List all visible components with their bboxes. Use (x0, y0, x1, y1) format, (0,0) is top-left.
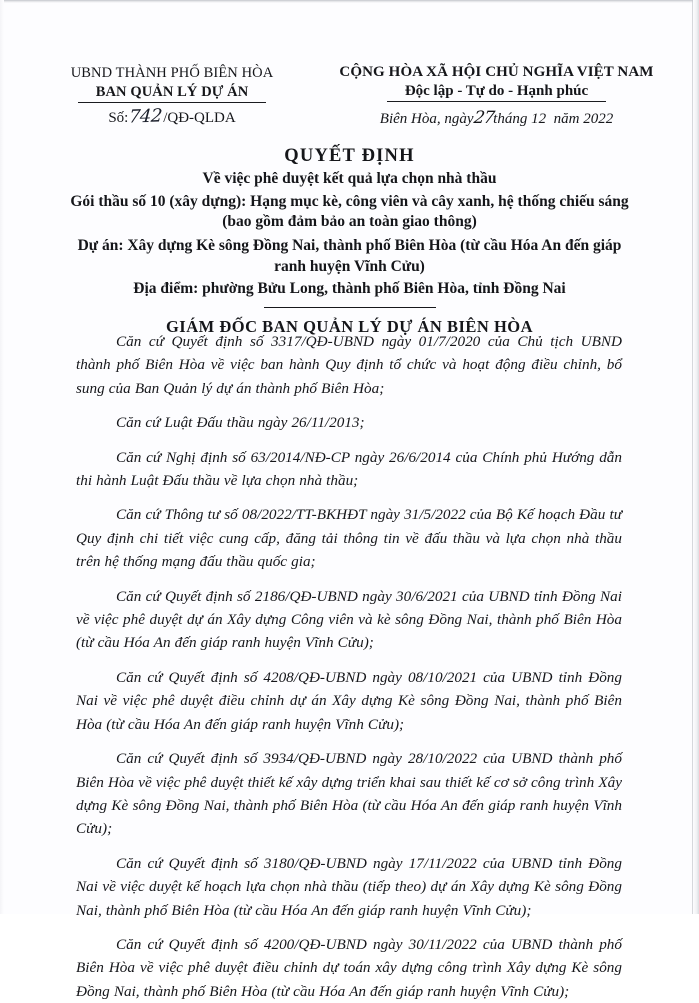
document-header (0, 64, 699, 128)
header-national-heading (330, 64, 699, 128)
decision-title: QUYẾT ĐỊNH (284, 146, 415, 166)
legal-basis-paragraph: Căn cứ Quyết định số 2186/QĐ-UBND ngày 30/6/2021 của UBND tỉnh Đồng Nai về việc phê duyệt dự án Xây dựng Công viên và kè sông Đồng Nai, thành phố Biên Hòa (từ cầu Hóa An đến giáp ranh huyện Vĩnh Cửu); (76, 587, 622, 652)
decision-subject: Về việc phê duyệt kết quả lựa chọn nhà thầu (202, 170, 497, 188)
parent-organization-name: UBND THÀNH PHỐ BIÊN HÒA (70, 65, 274, 81)
document-number (14, 106, 330, 127)
year-label: năm (553, 111, 580, 127)
year-value: 2022 (583, 111, 614, 127)
national-name: CỘNG HÒA XÃ HỘI CHỦ NGHĨA VIỆT NAM (339, 64, 654, 80)
document-number-handwritten: 742 (128, 105, 163, 128)
legal-basis-paragraph: Căn cứ Quyết định số 3934/QĐ-UBND ngày 28/10/2022 của UBND thành phố Biên Hòa về việc phê duyệt thiết kế xây dựng triển khai sau thiết kế cơ sở công trình Xây dựng Kè sông Đồng Nai, thành phố Biên Hòa (từ cầu Hóa An đến giáp ranh huyện Vĩnh Cửu); (76, 750, 622, 838)
month-label: tháng (493, 111, 528, 127)
scan-edge-right-line (692, 0, 693, 914)
scan-edge-left (0, 0, 4, 914)
scan-edge-top (0, 0, 699, 3)
legal-basis-paragraph: Căn cứ Quyết định số 3317/QĐ-UBND ngày 01/7/2020 của Chủ tịch UBND thành phố Biên Hòa về việc ban hành Quy định tổ chức và hoạt động điều chỉnh, bổ sung của Ban Quản lý dự án thành phố Biên Hòa; (76, 333, 622, 397)
place-prefix: Biên Hòa, ngày (379, 111, 474, 127)
document-number-prefix: Số: (108, 110, 129, 127)
legal-basis-paragraph: Căn cứ Quyết định số 3180/QĐ-UBND ngày 17/11/2022 của UBND tỉnh Đồng Nai về việc duyệt kế hoạch lựa chọn nhà thầu (tiếp theo) dự án Xây dựng Kè sông Đồng Nai, thành phố Biên Hòa (từ cầu Hóa An đến giáp ranh huyện Vĩnh Cửu); (76, 854, 622, 919)
legal-basis-paragraph: Căn cứ Quyết định số 4200/QĐ-UBND ngày 30/11/2022 của UBND thành phố Biên Hòa về việc phê duyệt điều chỉnh dự toán xây dựng công trình Xây dựng Kè sông Đồng Nai, thành phố Biên Hòa (từ cầu Hóa An đến giáp ranh huyện Vĩnh Cửu); (76, 935, 622, 1000)
national-motto (330, 83, 663, 102)
title-divider-line (264, 307, 436, 308)
signer-title: GIÁM ĐỐC BAN QUẢN LÝ DỰ ÁN BIÊN HÒA (165, 317, 534, 337)
place-and-date-line (330, 108, 663, 128)
month-value: 12 (531, 111, 547, 127)
project-description: Dự án: Xây dựng Kè sông Đồng Nai, thành phố Biên Hòa (từ cầu Hóa An đến giáp ranh huyện Vĩnh Cửu) (77, 237, 622, 275)
project-location: Địa điểm: phường Bửu Long, thành phố Biên Hòa, tỉnh Đồng Nai (133, 279, 566, 297)
document-title-block (60, 145, 639, 337)
header-issuing-authority (0, 64, 330, 127)
legal-basis-paragraph: Căn cứ Thông tư số 08/2022/TT-BKHĐT ngày 31/5/2022 của Bộ Kế hoạch Đầu tư Quy định chi tiết việc cung cấp, đăng tải thông tin về đấu thầu và lựa chọn nhà thầu trên hệ thống mạng đấu thầu quốc gia; (76, 506, 622, 571)
legal-basis-paragraph: Căn cứ Luật Đấu thầu ngày 26/11/2013; (116, 414, 365, 432)
national-motto-text: Độc lập - Tự do - Hạnh phúc (387, 83, 606, 102)
organization-name (14, 83, 330, 104)
document-body (76, 330, 622, 1003)
day-handwritten: 27 (472, 108, 495, 128)
organization-name-text: BAN QUẢN LÝ DỰ ÁN (78, 83, 267, 104)
document-number-suffix: /QĐ-QLDA (163, 110, 236, 127)
scan-edge-right-gradient (693, 0, 699, 914)
legal-basis-paragraph: Căn cứ Nghị định số 63/2014/NĐ-CP ngày 26/6/2014 của Chính phủ Hướng dẫn thi hành Luật Đấu thầu về lựa chọn nhà thầu; (76, 448, 622, 490)
legal-basis-paragraph: Căn cứ Quyết định số 4208/QĐ-UBND ngày 08/10/2021 của UBND tỉnh Đồng Nai về việc phê duyệt điều chỉnh dự án Xây dựng Kè sông Đồng Nai, thành phố Biên Hòa (từ cầu Hóa An đến giáp ranh huyện Vĩnh Cửu); (76, 668, 622, 733)
bid-package-description: Gói thầu số 10 (xây dựng): Hạng mục kè, công viên và cây xanh, hệ thống chiếu sáng (bao gồm đảm bảo an toàn giao thông) (70, 192, 629, 231)
